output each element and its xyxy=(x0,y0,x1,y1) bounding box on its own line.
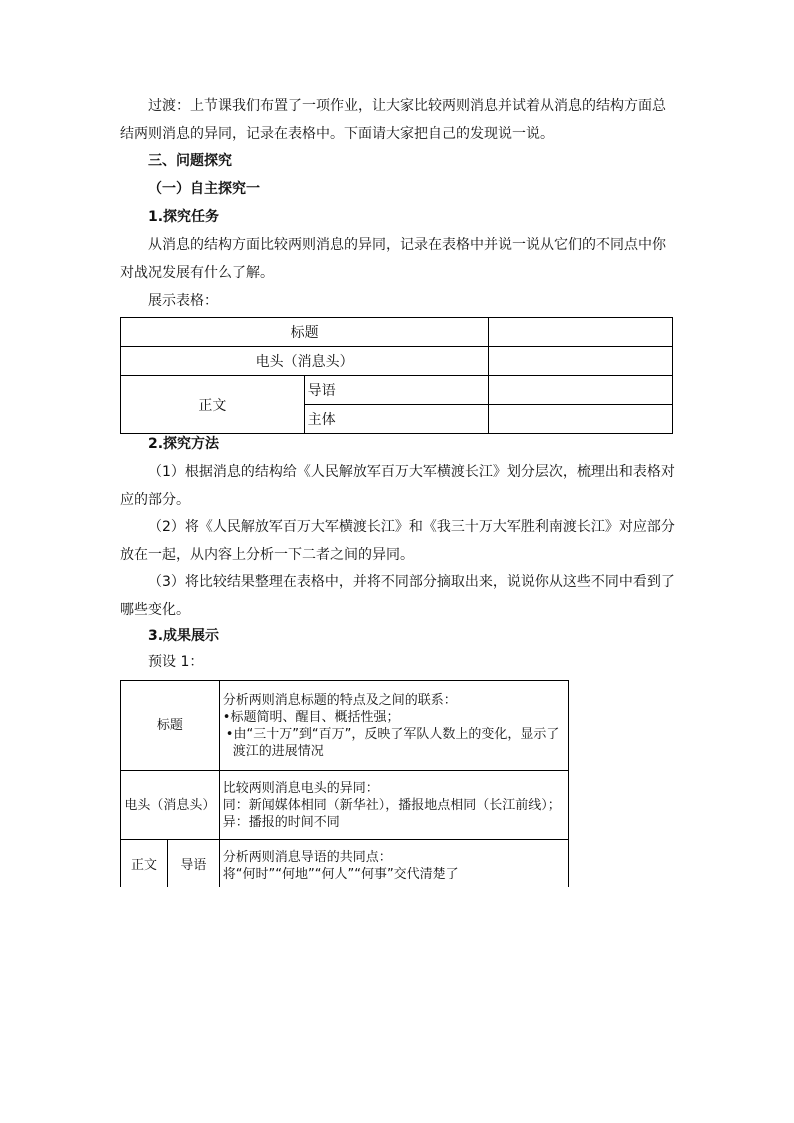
table-cell-empty xyxy=(489,318,673,347)
result-lead-label: 导语 xyxy=(167,840,219,892)
result-body-label: 正文 xyxy=(121,840,168,892)
result-title-line-2: •标题简明、醒目、概括性强； xyxy=(222,709,400,725)
table-cell-empty xyxy=(489,347,673,376)
result-dateline-line-1: 比较两则消息电头的异同： xyxy=(222,780,379,796)
subsection-title: （一）自主探究一 xyxy=(148,181,260,197)
table-row xyxy=(121,840,569,892)
table-cell-body: 正文 xyxy=(121,376,305,434)
task-title: 1.探究任务 xyxy=(148,209,220,225)
table-intro: 展示表格： xyxy=(148,293,218,309)
result-title-label: 标题 xyxy=(121,681,220,771)
result-lead-line-2: 将“何时”“何地”“何人”“何事”交代清楚了 xyxy=(222,866,459,882)
method-2-line-2: 放在一起，从内容上分析一下二者之间的异同。 xyxy=(120,547,414,563)
result-lead-content xyxy=(219,840,568,892)
table-cell-main: 主体 xyxy=(304,405,489,434)
result-table xyxy=(120,680,569,892)
table-row xyxy=(121,771,569,840)
table-cell-empty xyxy=(489,376,673,405)
table-cell-dateline: 电头（消息头） xyxy=(121,347,489,376)
intro-line-1: 过渡：上节课我们布置了一项作业，让大家比较两则消息并试着从消息的结构方面总 xyxy=(148,98,666,114)
table-cell-title: 标题 xyxy=(121,318,489,347)
result-title-content xyxy=(219,681,568,771)
table-row xyxy=(121,681,569,771)
preset-label: 预设 1： xyxy=(148,654,204,670)
result-dateline-content xyxy=(219,771,568,840)
result-dateline-label: 电头（消息头） xyxy=(121,771,220,840)
table-cell-lead: 导语 xyxy=(304,376,489,405)
method-3-line-2: 哪些变化。 xyxy=(120,602,190,618)
section-title: 三、问题探究 xyxy=(148,153,232,169)
method-title: 2.探究方法 xyxy=(148,436,220,452)
result-lead-line-1: 分析两则消息导语的共同点： xyxy=(222,849,392,865)
structure-table xyxy=(120,317,673,434)
result-title: 3.成果展示 xyxy=(148,628,220,644)
method-1-line-1: （1）根据消息的结构给《人民解放军百万大军横渡长江》划分层次，梳理出和表格对 xyxy=(148,464,675,480)
method-3-line-1: （3）将比较结果整理在表格中，并将不同部分摘取出来，说说你从这些不同中看到了 xyxy=(148,574,675,590)
result-title-line-1: 分析两则消息标题的特点及之间的联系： xyxy=(222,692,457,708)
result-title-line-3: •由“三十万”到“百万”，反映了军队人数上的变化，显示了渡江的进展情况 xyxy=(225,726,560,759)
intro-line-2: 结两则消息的异同，记录在表格中。下面请大家把自己的发现说一说。 xyxy=(120,126,554,142)
table-row xyxy=(121,347,673,376)
task-text-line-2: 对战况发展有什么了解。 xyxy=(120,265,274,281)
table-row xyxy=(121,318,673,347)
task-text-line-1: 从消息的结构方面比较两则消息的异同，记录在表格中并说一说从它们的不同点中你 xyxy=(148,237,666,253)
table-row xyxy=(121,376,673,405)
method-1-line-2: 应的部分。 xyxy=(120,492,190,508)
result-dateline-line-2: 同：新闻媒体相同（新华社），播报地点相同（长江前线）；异：播报的时间不同 xyxy=(222,797,561,830)
method-2-line-1: （2）将《人民解放军百万大军横渡长江》和《我三十万大军胜利南渡长江》对应部分 xyxy=(148,519,675,535)
page-cut-mask xyxy=(120,887,572,907)
